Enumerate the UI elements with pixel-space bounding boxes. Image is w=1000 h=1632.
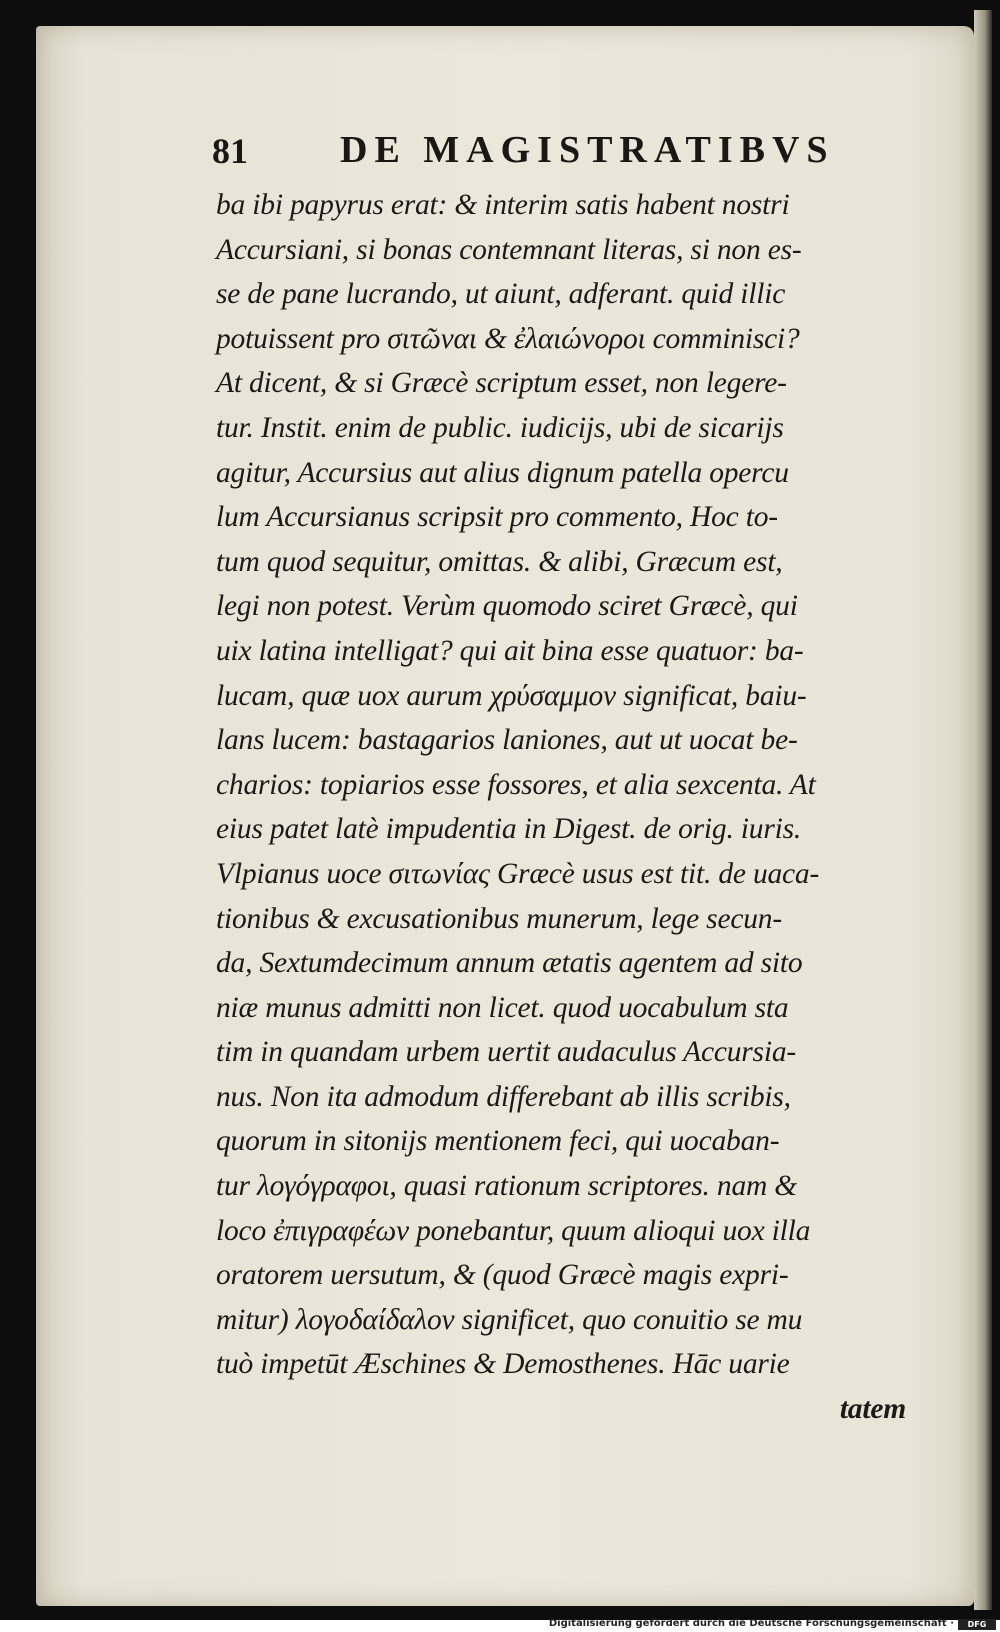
body-text [216,183,936,1432]
text-line: uix latina intelligat? qui ait bina esse quatuor: ba- [216,634,804,667]
text-line: tionibus & excusationibus munerum, lege secun- [216,902,782,935]
page-header [212,128,852,176]
text-line: oratorem uersutum, & (quod Græcè magis expri- [216,1259,789,1292]
text-line: eius patet latè impudentia in Digest. de orig. iuris. [216,813,802,846]
text-line: lans lucem: bastagarios laniones, aut ut uocat be- [216,724,798,757]
text-line: tim in quandam urbem uertit audaculus Accursia- [216,1036,797,1069]
text-line: lucam, quæ uox aurum χρύσαμμον significat, baiu- [216,679,807,712]
text-line: legi non potest. Verùm quomodo sciret Græcè, qui [216,590,798,623]
catchword: tatem [839,1393,906,1426]
text-line: lum Accursianus scripsit pro commento, Hoc to- [216,501,778,534]
text-line: charios: topiarios esse fossores, et alia sexcenta. At [216,768,816,801]
text-line: quorum in sitonijs mentionem feci, qui uocaban- [216,1125,780,1158]
text-line: tur. Instit. enim de public. iudicijs, ubi de sicarijs [216,411,784,444]
text-line: loco ἐπιγραφέων ponebantur, quum alioqui uox illa [216,1214,811,1247]
running-title: DE MAGISTRATIBVS [340,129,835,171]
text-line: nus. Non ita admodum differebant ab illis scribis, [216,1080,791,1113]
book-fore-edge [974,10,992,1610]
text-line: tum quod sequitur, omittas. & alibi, Græcum est, [216,545,783,578]
text-line: Accursiani, si bonas contemnant literas, si non es- [216,233,802,266]
page-number: 81 [212,131,248,171]
text-line: tuò impetūt Æschines & Demosthenes. Hāc uarie [216,1348,790,1381]
text-line: da, Sextumdecimum annum ætatis agentem ad sito [216,947,803,980]
text-line: Vlpianus uoce σιτωνίας Græcè usus est tit. de uaca- [216,857,820,890]
text-line: agitur, Accursius aut alius dignum patella opercu [216,456,789,489]
text-line: At dicent, & si Græcè scriptum esset, non legere- [216,367,787,400]
footer-credit: Digitalisierung gefördert durch die Deutsche Forschungsgemeinschaft · [548,1618,954,1629]
text-line: niæ munus admitti non licet. quod uocabulum sta [216,991,789,1024]
dfg-logo: DFG [958,1619,996,1630]
text-line: potuissent pro σιτῶναι & ἐλαιώνοροι comminisci? [216,322,800,355]
text-line: mitur) λογοδαίδαλον significet, quo conuitio se mu [216,1303,803,1336]
text-line: ba ibi papyrus erat: & interim satis habent nostri [216,189,790,221]
text-line: tur λογόγραφοι, quasi rationum scriptores. nam & [216,1170,798,1203]
text-line: se de pane lucrando, ut aiunt, adferant. quid illic [216,278,786,311]
digitization-footer [0,1620,1000,1632]
